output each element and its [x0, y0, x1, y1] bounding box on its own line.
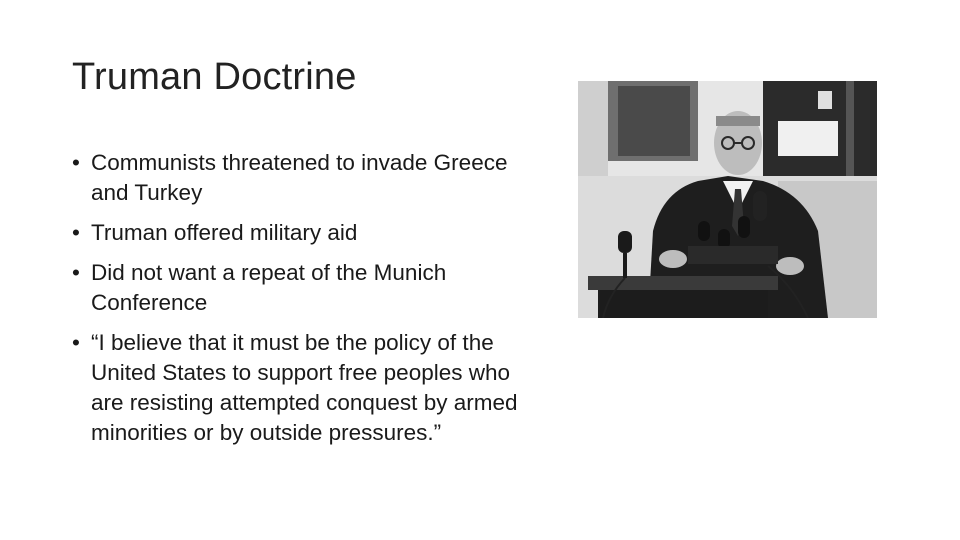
bullet-text: “I believe that it must be the policy of the United States to support free peoples who are resisting attempted conquest by armed minorities or by outside pressures.” — [91, 330, 518, 445]
bullet-item — [72, 258, 532, 318]
photo-of-speaker-icon — [578, 81, 877, 318]
bullet-item — [72, 148, 532, 208]
bullet-item — [72, 328, 532, 448]
bullet-list — [72, 148, 532, 458]
bullet-item — [72, 218, 532, 248]
slide-title: Truman Doctrine — [72, 56, 357, 98]
truman-photo — [578, 81, 877, 318]
bullet-text: Truman offered military aid — [91, 220, 358, 245]
bullet-text: Communists threatened to invade Greece and Turkey — [91, 150, 508, 205]
bullet-text: Did not want a repeat of the Munich Conference — [91, 260, 447, 315]
bullet-marker: • — [72, 220, 80, 245]
bullet-marker: • — [72, 330, 80, 355]
bullet-marker: • — [72, 260, 80, 285]
bullet-marker: • — [72, 150, 80, 175]
